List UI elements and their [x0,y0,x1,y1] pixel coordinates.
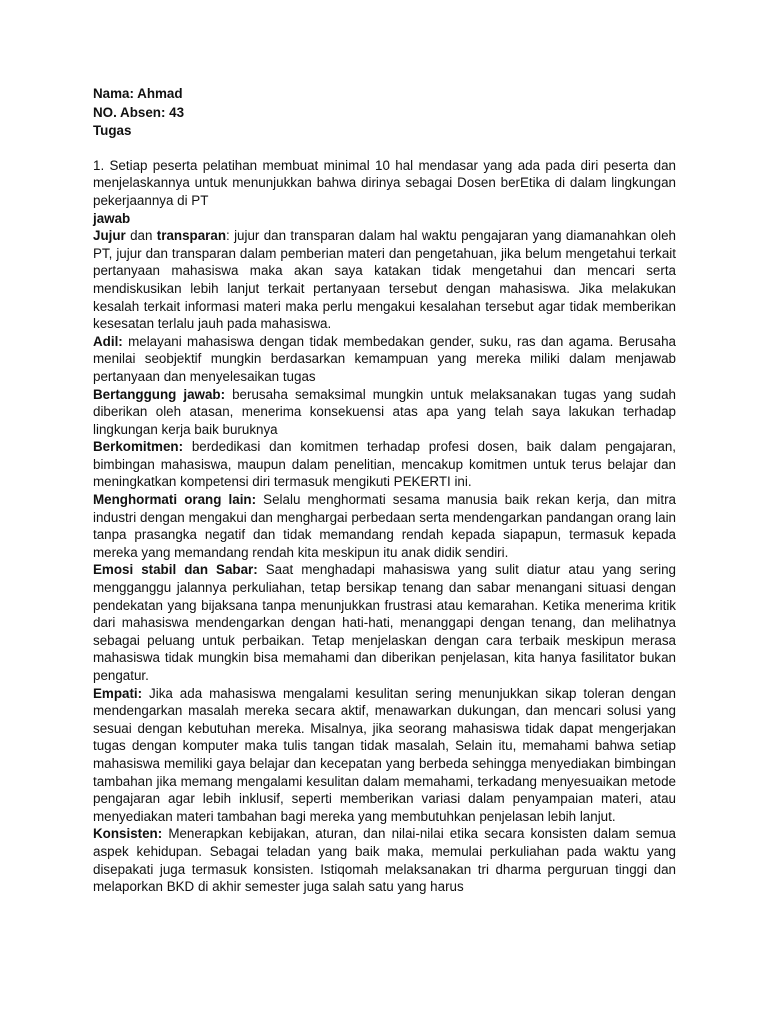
term-emosi-stabil: Emosi stabil dan Sabar: [93,562,258,578]
desc-adil: melayani mahasiswa dengan tidak membedakan gender, suku, ras dan agama. Berusaha menilai seobjektif mungkin berdasarkan kemampuan yang mereka miliki dalam menjawab pertanyaan dan menyelesaikan tugas [93,333,676,384]
desc-jujur: : jujur dan transparan dalam hal waktu pengajaran yang diamanahkan oleh PT, jujur dan transparan dalam pemberian materi dan pengetahuan, jika belum mengetahui terkait pertanyaan mahasiswa maka akan saya katakan tidak mengetahui dan mencari serta mendiskusikan lebih lanjut terkait pertanyaan tersebut dengan mahasiswa. Jika melakukan kesalah terkait informasi materi maka perlu mengakui kesalahan tersebut agar tidak memberikan kesesatan terlalu jauh pada mahasiswa. [93,228,676,332]
term-empati: Empati: [93,685,143,701]
question-text: 1. Setiap peserta pelatihan membuat minimal 10 hal mendasar yang ada pada diri peserta dan menjelaskannya untuk menunjukkan bahwa dirinya sebagai Dosen berEtika di dalam lingkungan pekerjaannya di PT [93,157,676,208]
item-emosi-stabil [93,561,676,684]
desc-berkomitmen: berdedikasi dan komitmen terhadap profesi dosen, baik dalam pengajaran, bimbingan mahasiswa, maupun dalam penelitian, mencakup komitmen untuk terus belajar dan meningkatkan kompetensi diri termasuk mengikuti PEKERTI ini. [93,439,676,490]
term-menghormati: Menghormati orang lain: [93,492,257,508]
item-menghormati [93,491,676,561]
item-berkomitmen [93,438,676,491]
item-jujur: Jujur dan transparan: jujur dan transparan dalam hal waktu pengajaran yang diamanahkan oleh PT, jujur dan transparan dalam pemberian materi dan pengetahuan, jika belum mengetahui terkait pertanyaan mahasiswa maka akan saya katakan tidak mengetahui dan mencari serta mendiskusikan lebih lanjut terkait pertanyaan tersebut dengan mahasiswa. Jika melakukan kesalah terkait informasi materi maka perlu mengakui kesalahan tersebut agar tidak memberikan kesesatan terlalu jauh pada mahasiswa. [93,228,676,332]
item-adil [93,333,676,386]
term-berkomitmen: Berkomitmen: [93,439,184,455]
term-adil: Adil: [93,333,123,349]
answer-label: jawab [93,210,131,226]
term-konsisten: Konsisten: [93,826,163,842]
item-empati [93,685,676,826]
student-name: Nama: Ahmad [93,86,183,101]
desc-menghormati: Selalu menghormati sesama manusia baik rekan kerja, dan mitra industri dengan mengakui dan menghargai perbedaan serta mendengarkan pandangan orang lain tanpa prasangka negatif dan tidak memandang rendah kepada siapapun, termasuk kepada mereka yang memandang rendah kita meskipun itu anak didik sendiri. [93,492,676,560]
spacer [93,141,676,157]
desc-empati: Jika ada mahasiswa mengalami kesulitan sering menunjukkan sikap toleran dengan mendengarkan masalah mereka secara aktif, menawarkan dukungan, dan mencari solusi yang sesuai dengan kebutuhan mereka. Misalnya, jika seorang mahasiswa tidak dapat mengerjakan tugas dengan komputer maka tulis tangan tidak masalah, Selain itu, memahami bahwa setiap mahasiswa memiliki gaya belajar dan kecepatan yang berbeda sehingga menyediakan bimbingan tambahan jika memang mengalami kesulitan dalam memahami, terkadang menyesuaikan metode pengajaran agar lebih inklusif, seperti memberikan variasi dalam penyampaian materi, atau menyediakan materi tambahan bagi mereka yang membutuhkan penjelasan lebih lanjut. [93,685,676,824]
assignment-heading: Tugas [93,123,132,139]
term-bertanggung-jawab: Bertanggung jawab: [93,386,226,402]
term-transparan: transparan [156,228,227,244]
term-jujur: Jujur [93,228,126,244]
item-bertanggung-jawab [93,386,676,439]
desc-konsisten: Menerapkan kebijakan, aturan, dan nilai-nilai etika secara konsisten dalam semua aspek kehidupan. Sebagai teladan yang baik maka, memulai perkuliahan pada waktu yang disepakati juga termasuk konsisten. Istiqomah melaksanakan tri dharma perguruan tinggi dan melaporkan BKD di akhir semester juga salah satu yang harus [93,826,676,895]
desc-bertanggung-jawab: berusaha semaksimal mungkin untuk melaksanakan tugas yang sudah diberikan oleh atasan, menerima konsekuensi atas apa yang telah saya lakukan terhadap lingkungan kerja baik buruknya [93,386,676,437]
item-konsisten [93,825,676,895]
desc-emosi-stabil: Saat menghadapi mahasiswa yang sulit diatur atau yang sering mengganggu jalannya perkuliahan, tetap bersikap tenang dan sabar menangani situasi dengan pendekatan yang bijaksana tanpa menunjukkan frustrasi atau kemarahan. Ketika menerima kritik dari mahasiswa mendengarkan dengan hati-hati, menanggapi dengan tenang, dan melihatnya sebagai peluang untuk perbaikan. Tetap menjelaskan dengan cara terbaik meskipun merasa mahasiswa tidak mungkin bisa memahami dan diberikan penjelasan, kita hanya fasilitator bukan pengatur. [93,562,676,683]
attendance-number: NO. Absen: 43 [93,104,185,120]
